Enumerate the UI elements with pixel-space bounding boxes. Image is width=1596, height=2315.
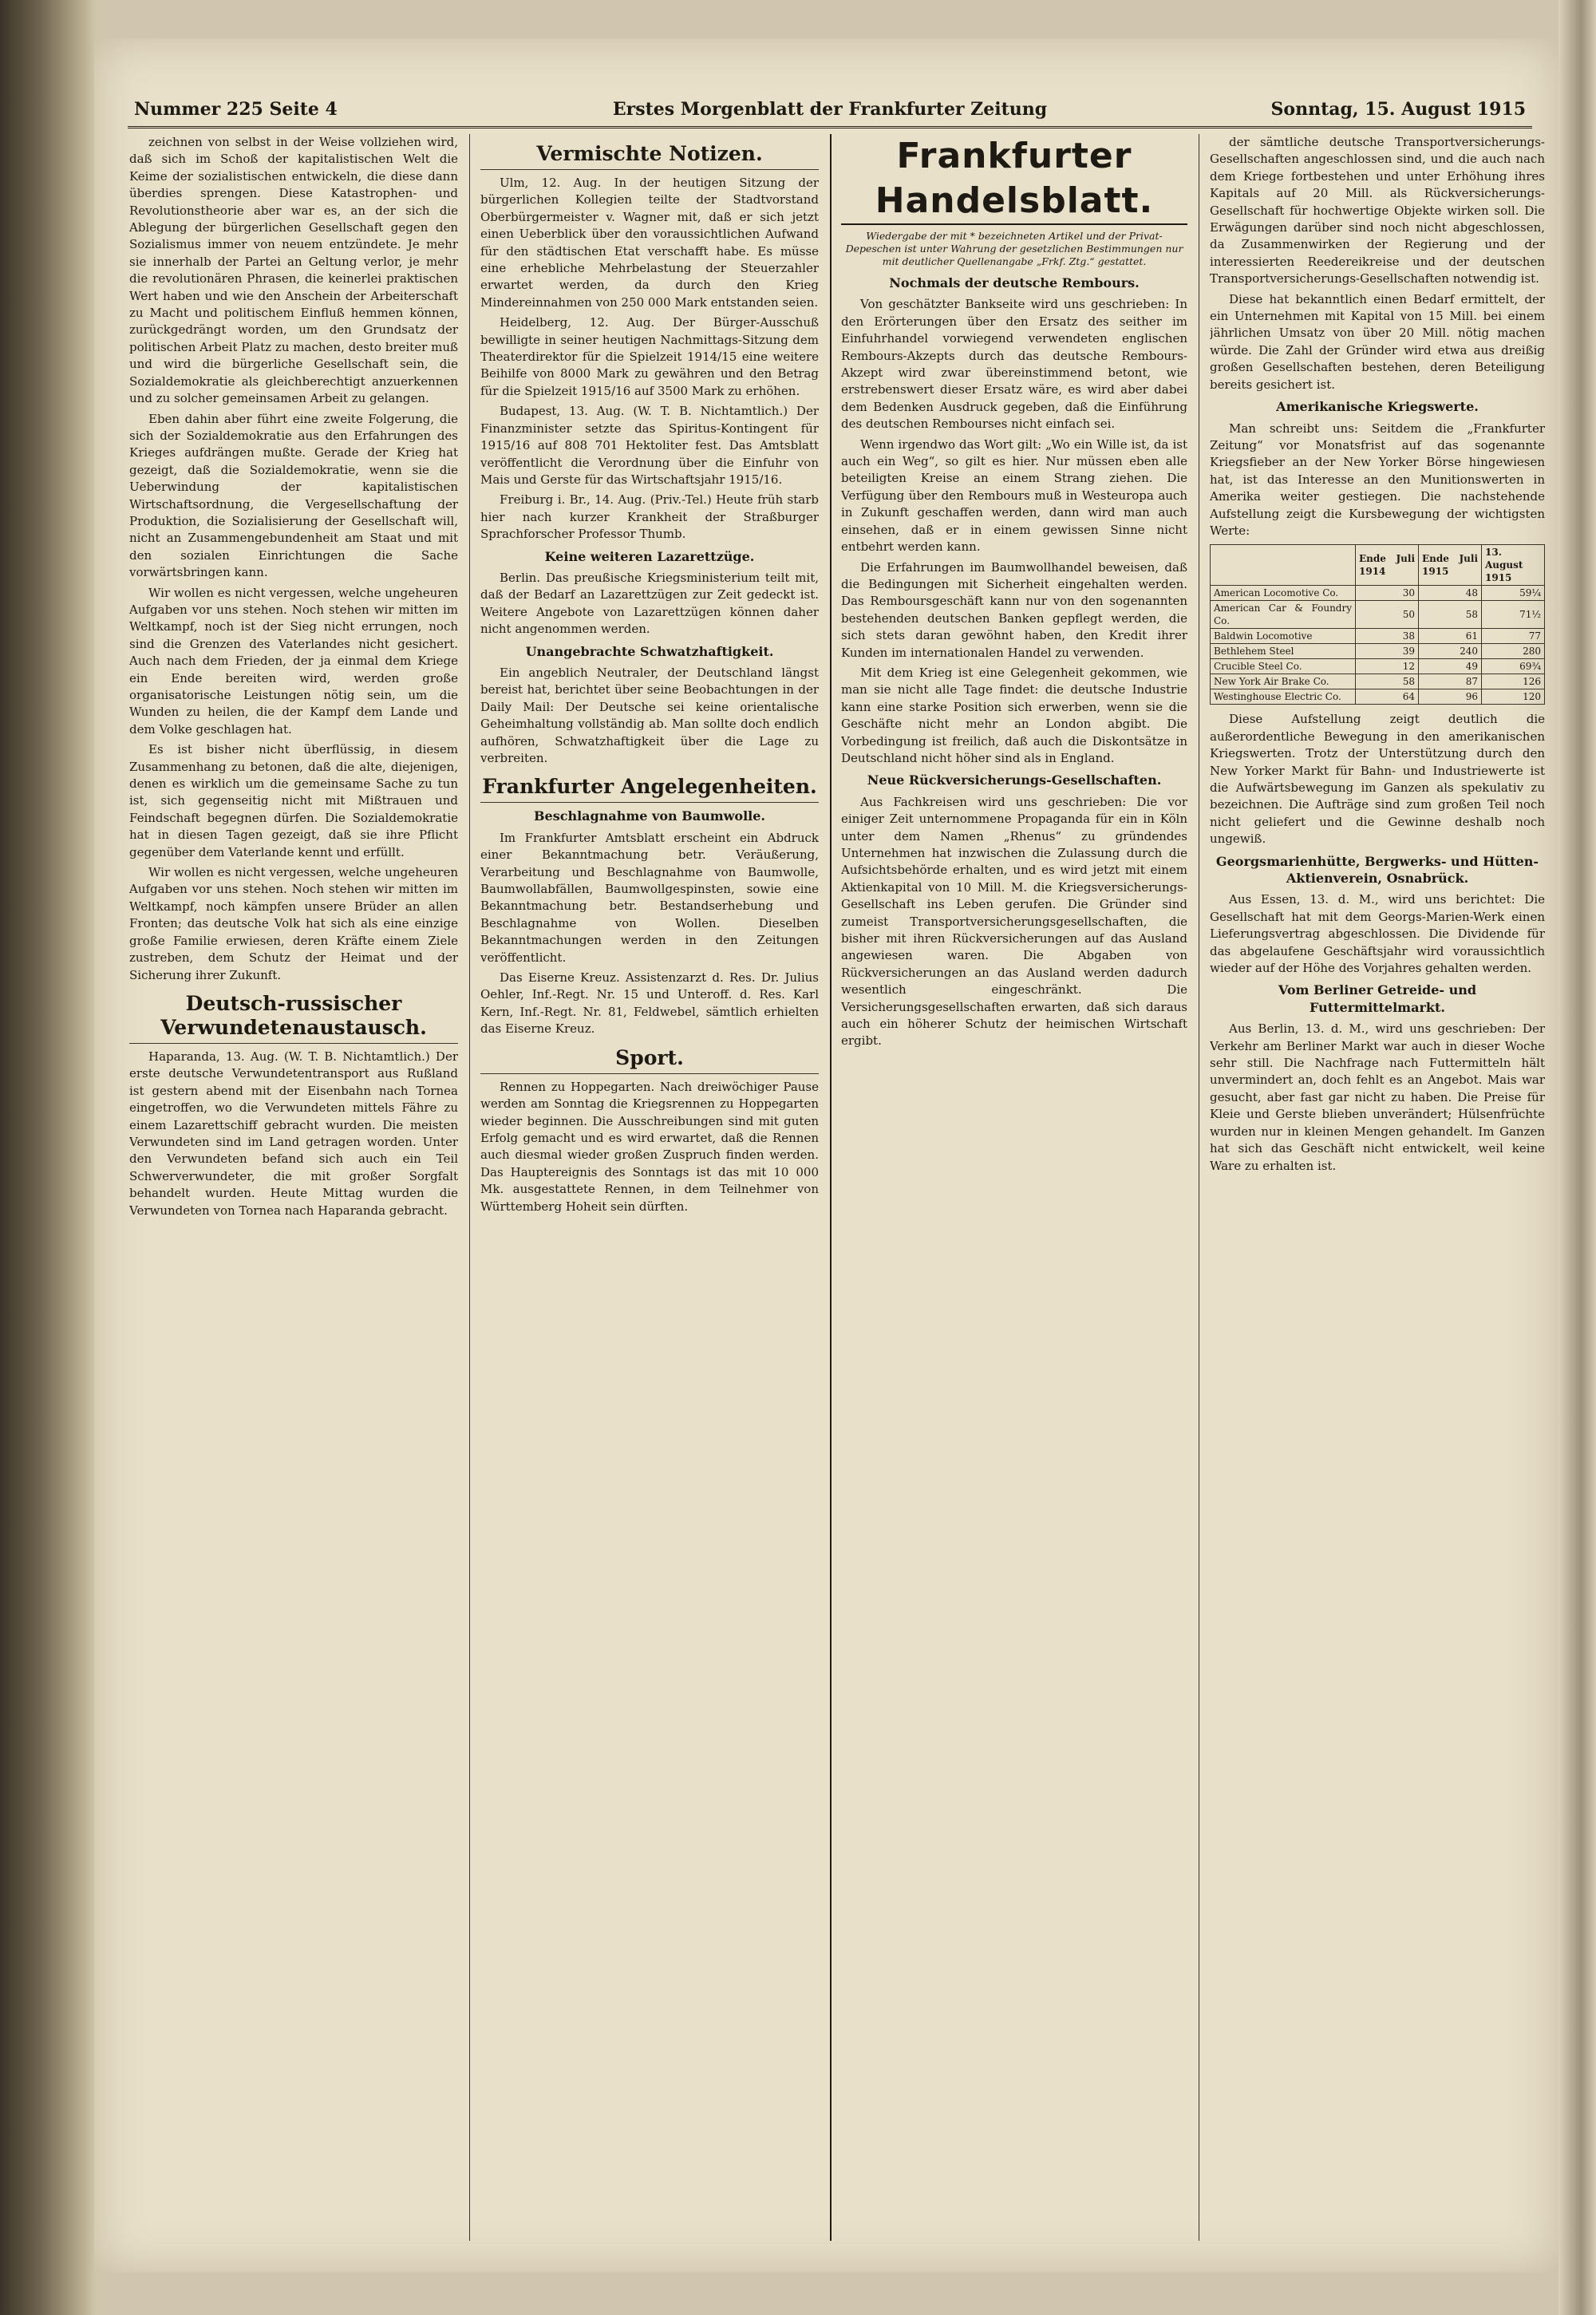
article-paragraph: Aus Berlin, 13. d. M., wird uns geschrieben: Der Verkehr am Berliner Markt war auch in dieser Woche sehr still. Die Nachfrage nach Futtermitteln hält unvermindert an, doch fehlt es an Angebot. Mais war gesucht, aber fast gar nicht zu haben. Die Preise für Kleie und Gerste blieben unverändert; Hülsenfrüchte wurden nur in kleinen Mengen gehandelt. Im Ganzen hat sich das Geschäft nicht entwickelt, weil keine Ware zu erhalten ist. (1210, 1021, 1545, 1173)
article-paragraph: Ulm, 12. Aug. In der heutigen Sitzung der bürgerlichen Kollegien teilte der Stadtvorstand Oberbürgermeister v. Wagner mit, daß er sich jetzt einen Ueberblick über den voraussichtlichen Aufwand für den städtischen Etat verschafft habe. Es müsse eine erhebliche Mehrbelastung der Steuerzahler erwartet werden, da durch den Krieg Mindereinnahmen von 250 000 Mark entstanden seien. (480, 176, 819, 310)
issue-date: Sonntag, 15. August 1915 (1270, 99, 1526, 120)
table-row (1211, 629, 1545, 644)
column-4 (1210, 134, 1545, 2241)
table-header-cell: Ende Juli 1914 (1356, 545, 1419, 586)
table-cell: 120 (1482, 689, 1545, 705)
article-paragraph: Freiburg i. Br., 14. Aug. (Priv.-Tel.) Heute früh starb hier nach kurzer Krankheit der Straßburger Sprachforscher Professor Thumb. (480, 492, 819, 542)
table-cell: 61 (1419, 629, 1482, 644)
article-heading: Neue Rückversicherungs-Gesellschaften. (867, 772, 1162, 788)
table-cell: Crucible Steel Co. (1211, 659, 1356, 674)
table-cell: 240 (1419, 644, 1482, 659)
section-title: Vermischte Notizen. (480, 142, 819, 170)
article-paragraph: Berlin. Das preußische Kriegsministerium teilt mit, daß der Bedarf an Lazarettzügen zur Zeit gedeckt ist. Weitere Angebote von Lazarettzügen können daher nicht angenommen werden. (480, 570, 819, 637)
page-edge (1558, 0, 1596, 2315)
article-heading: Keine weiteren Lazarettzüge. (544, 548, 755, 564)
table-cell: New York Air Brake Co. (1211, 674, 1356, 689)
table-cell: 39 (1356, 644, 1419, 659)
table-cell: 48 (1419, 586, 1482, 601)
table-row (1211, 644, 1545, 659)
table-row (1211, 674, 1545, 689)
table-row (1211, 689, 1545, 705)
article-paragraph: Man schreibt uns: Seitdem die „Frankfurter Zeitung“ vor Monatsfrist auf das sogenannte Kriegsfieber an der New Yorker Börse hingewiesen hat, ist das Interesse an den Munitionswerten in Amerika weiter gestiegen. Die nachstehende Aufstellung zeigt die Kursbewegung der wichtigsten Werte: (1210, 421, 1545, 538)
article-paragraph: Wir wollen es nicht vergessen, welche ungeheuren Aufgaben vor uns stehen. Noch stehen wir mitten im Weltkampf, noch kämpfen unsere Brüder an allen Fronten; das deutsche Volk hat sich als eine einzige große Familie erwiesen, deren Kräfte einem Ziele zustreben, dem Schutz der Heimat und der Sicherung ihrer Zukunft. (129, 865, 458, 982)
newspaper-title: Erstes Morgenblatt der Frankfurter Zeitung (612, 99, 1048, 120)
table-row (1211, 601, 1545, 629)
article-paragraph: Von geschätzter Bankseite wird uns geschrieben: In den Erörterungen über den Ersatz des seither im Einfuhrhandel vorwiegend verwendeten englischen Rembours-Akzepts durch das deutsche Rembours-Akzept wird zwar übereinstimmend betont, wie erstrebenswert dieser Ersatz wäre, es wird aber dabei dem Bedenken Ausdruck gegeben, daß die Einführung des deutschen Rembourses nicht einfach sei. (841, 297, 1187, 432)
article-heading: Vom Berliner Getreide- und Futtermittelmarkt. (1278, 982, 1477, 1015)
table-cell: 38 (1356, 629, 1419, 644)
article-heading: Nochmals der deutsche Rembours. (889, 275, 1140, 290)
article-paragraph: Im Frankfurter Amtsblatt erscheint ein Abdruck einer Bekanntmachung betr. Veräußerung, Verarbeitung und Beschlagnahme von Baumwolle, Baumwollabfällen, Baumwollgespinsten, sowie eine Bekanntmachung betr. Bestandserhebung und Beschlagnahme von Wollen. Dieselben Bekanntmachungen werden in den Zeitungen veröffentlicht. (480, 830, 819, 965)
article-paragraph: der sämtliche deutsche Transportversicherungs-Gesellschaften angeschlossen sind, und die auch nach dem Kriege fortbestehen und unter Erhöhung ihres Kapitals auf 20 Mill. als Rückversicherungs-Gesellschaft für hochwertige Objekte wirken soll. Die Erwägungen darüber sind noch nicht abgeschlossen, da Zusammenwirken der Regierung und der interessierten Reedereikreise und der deutschen Transportversicherungs-Gesellschaften notwendig ist. (1210, 135, 1545, 286)
table-header-cell: Ende Juli 1915 (1419, 545, 1482, 586)
page-header (128, 94, 1532, 128)
article-paragraph: Wir wollen es nicht vergessen, welche ungeheuren Aufgaben vor uns stehen. Noch stehen wir mitten im Weltkampf, noch ist der Sieg nicht errungen, noch sind die Grenzen des Vaterlandes nicht gesichert. Auch nach dem Frieden, der ja einmal dem Kriege ein Ende bereiten wird, werden große organisatorische Leistungen nötig sein, um die Wunden zu heilen, die der Kampf dem Lande und dem Volke geschlagen hat. (129, 585, 458, 737)
section-title: Deutsch-russischer Verwundetenaustausch. (129, 992, 458, 1044)
table-cell: 58 (1356, 674, 1419, 689)
table-cell: Bethlehem Steel (1211, 644, 1356, 659)
table-row (1211, 659, 1545, 674)
article-paragraph: Wenn irgendwo das Wort gilt: „Wo ein Wille ist, da ist auch ein Weg“, so gilt es hier. Nur müssen eben alle beteiligten Kreise an einem Strang ziehen. Die Verfügung über den Rembours muß in Westeuropa auch in Zukunft geschaffen werden, dann wird man auch einsehen, daß er in einem gewissen Sinne nicht entbehrt werden kann. (841, 437, 1187, 555)
table-cell: Westinghouse Electric Co. (1211, 689, 1356, 705)
section-title: Sport. (480, 1046, 819, 1074)
article-heading: Georgsmarienhütte, Bergwerks- und Hütten-Aktienverein, Osnabrück. (1215, 853, 1539, 886)
column-rule (830, 134, 832, 2241)
article-paragraph: Mit dem Krieg ist eine Gelegenheit gekommen, wie man sie nicht alle Tage findet: die deutsche Industrie kann eine starke Position sich erwerben, wenn sie die Geschäfte nicht mehr an London abgibt. Die Vorbedingung ist freilich, daß auch die Diskontsätze in Deutschland nicht höher sind als in England. (841, 665, 1187, 765)
book-binding (0, 0, 96, 2315)
issue-number: Nummer 225 Seite 4 (134, 99, 338, 120)
article-paragraph: Budapest, 13. Aug. (W. T. B. Nichtamtlich.) Der Finanzminister setzte das Spiritus-Kontingent für 1915/16 auf 808 701 Hektoliter fest. Das Amtsblatt veröffentlicht die Verordnung über die Einfuhr von Mais und Gerste für das Wirtschaftsjahr 1915/16. (480, 404, 819, 487)
table-header-cell (1211, 545, 1356, 586)
article-paragraph: Aus Fachkreisen wird uns geschrieben: Die vor einiger Zeit unternommene Propaganda für ein in Köln unter dem Namen „Rhenus“ zu gründendes Unternehmen hat inzwischen die Zulassung durch die Aufsichtsbehörde erhalten, und es wird jetzt mit einem Aktienkapital von 10 Mill. M. die Kriegsversicherungs-Gesellschaft ins Leben gerufen. Die Gründer sind zumeist Transportversicherungsgesellschaften, die bisher mit ihren Rückversicherungen auf das Ausland angewiesen waren. Die Abgaben von Rückversicherungen an das Ausland werden dadurch wesentlich eingeschränkt. Die Versicherungsgesellschaften erwarten, daß sich daraus auch ein höherer Schutz der heimischen Wirtschaft ergibt. (841, 794, 1187, 1049)
article-paragraph: Es ist bisher nicht überflüssig, in diesem Zusammenhang zu betonen, daß die alte, diejenigen, denen es wirklich um die gemeinsame Sache zu tun ist, sich gegenseitig nicht mit Mißtrauen und Feindschaft begegnen dürfen. Die Sozialdemokratie hat in diesen Tagen gezeigt, daß sie ihre Pflicht gegenüber dem Vaterlande kennt und erfüllt. (129, 742, 458, 859)
table-row (1211, 586, 1545, 601)
table-cell: 64 (1356, 689, 1419, 705)
handelsblatt-masthead: Frankfurter Handelsblatt. (841, 134, 1187, 225)
article-heading: Beschlagnahme von Baumwolle. (533, 808, 765, 824)
table-cell: 96 (1419, 689, 1482, 705)
article-paragraph: Ein angeblich Neutraler, der Deutschland längst bereist hat, berichtet über seine Beobachtungen in der Daily Mail: Der Deutsche sei keine orientalische Geheimhaltung vollständig ab. Man sollte doch endlich aufhören, Schwatzhaftigkeit über die Lage zu verbreiten. (480, 665, 819, 765)
reprint-notice: Wiedergabe der mit * bezeichneten Artikel und der Privat-Depeschen ist unter Wahrung der gesetzlichen Bestimmungen nur mit deutlicher Quellenangabe „Frkf. Ztg.“ gestattet. (845, 230, 1183, 267)
stock-table (1210, 544, 1545, 705)
article-paragraph: Diese Aufstellung zeigt deutlich die außerordentliche Bewegung in den amerikanischen Kriegswerten. Trotz der Unterstützung durch den New Yorker Markt für Bahn- und Industriewerte ist die Aufwärtsbewegung im Ganzen als spekulativ zu bezeichnen. Die Aufträge sind zum großen Teil noch nicht geliefert und die Gewinne deshalb noch ungewiß. (1210, 712, 1545, 847)
table-header-cell: 13. August 1915 (1482, 545, 1545, 586)
article-paragraph: Rennen zu Hoppegarten. Nach dreiwöchiger Pause werden am Sonntag die Kriegsrennen zu Hoppegarten wieder beginnen. Die Ausschreibungen sind mit guten Erfolg gemacht und es wird erwartet, daß die Rennen auch diesmal wieder großen Zuspruch finden werden. Das Hauptereignis des Sonntags ist das mit 10 000 Mk. ausgestattete Rennen, in dem Teilnehmer von Württemberg Hoheit sein dürften. (480, 1079, 819, 1214)
table-cell: 58 (1419, 601, 1482, 629)
column-1 (129, 134, 458, 2241)
table-cell: 87 (1419, 674, 1482, 689)
table-cell: 69¾ (1482, 659, 1545, 674)
article-paragraph: Diese hat bekanntlich einen Bedarf ermittelt, der ein Unternehmen mit Kapital von 15 Mill. bei einem jährlichen Umsatz von über 20 Mill. nötig machen würde. Die Zahl der Gründer wird etwa aus dreißig großen Gesellschaften bestehen, deren Beteiligung bereits gesichert ist. (1210, 291, 1545, 392)
article-paragraph: Aus Essen, 13. d. M., wird uns berichtet: Die Gesellschaft hat mit dem Georgs-Marien-Werk einen Lieferungsvertrag abgeschlossen. Die Dividende für das abgelaufene Geschäftsjahr wird voraussichtlich wieder auf der Höhe des Vorjahres gehalten werden. (1210, 892, 1545, 976)
article-heading: Unangebrachte Schwatzhaftigkeit. (525, 643, 774, 659)
table-cell: Baldwin Locomotive (1211, 629, 1356, 644)
column-3 (841, 134, 1187, 2241)
article-paragraph: zeichnen von selbst in der Weise vollziehen wird, daß sich im Schoß der kapitalistischen Welt die Keime der sozialistischen entwickeln, die diese dann überdies sprengen. Diese Katastrophen- und Revolutionstheorie aber war es, an der sich die Ablegung der bürgerlichen Gesellschaft gegen den Sozialismus immer von neuem entzündete. Je mehr sie innerhalb der Partei an Geltung verlor, je mehr die revolutionären Phrasen, die keinerlei praktischen Wert haben und wie den Anschein der Arbeiterschaft zu Macht und politischem Einfluß hemmen können, zurückgedrängt worden, um den Grundsatz der politischen Arbeit Platz zu machen, desto breiter muß und wird die bürgerliche Gesellschaft sein, die Sozialdemokratie als gleichberechtigt anzuerkennen und zu solcher gemeinsamen Arbeit zu gelangen. (129, 135, 458, 406)
column-2 (480, 134, 819, 2241)
article-heading: Amerikanische Kriegswerte. (1276, 399, 1479, 415)
table-cell: 50 (1356, 601, 1419, 629)
article-paragraph: Haparanda, 13. Aug. (W. T. B. Nichtamtlich.) Der erste deutsche Verwundetentransport aus Rußland ist gestern abend mit der Eisenbahn nach Tornea eingetroffen, wo die Verwundeten mittels Fähre zu einem Lazarettschiff gebracht wurden. Die meisten Verwundeten sind im Land getragen worden. Unter den Verwundeten befand sich auch ein Teil Schwerverwundeter, die mit großer Sorgfalt behandelt wurden. Heute Mittag wurden die Verwundeten von Tornea nach Haparanda gebracht. (129, 1049, 458, 1218)
article-paragraph: Die Erfahrungen im Baumwollhandel beweisen, daß die Bedingungen mit Sicherheit eingehalten werden. Das Remboursgeschäft kann nur von den sogenannten bestehenden deutschen Banken gepflegt werden, die sich stets daran gewöhnt haben, den Kredit ihrer Kunden im internationalen Handel zu verwenden. (841, 559, 1187, 660)
table-cell: 12 (1356, 659, 1419, 674)
table-cell: 49 (1419, 659, 1482, 674)
table-cell: 71½ (1482, 601, 1545, 629)
article-paragraph: Eben dahin aber führt eine zweite Folgerung, die sich der Sozialdemokratie aus den Erfahrungen des Krieges aufdrängen mußte. Gerade der Krieg hat gezeigt, daß die Sozialdemokratie, wenn sie die Ueberwindung der kapitalistischen Wirtschaftsordnung, die Vergesellschaftung der Produktion, die Sozialisierung der Gesellschaft will, nicht an Zusammengebundenheit am Staat und mit den sozialen Einrichtungen die Sache vorwärtsbringen kann. (129, 411, 458, 580)
table-cell: 280 (1482, 644, 1545, 659)
table-header-row (1211, 545, 1545, 586)
article-paragraph: Das Eiserne Kreuz. Assistenzarzt d. Res. Dr. Julius Oehler, Inf.-Regt. Nr. 15 und Unteroff. d. Res. Karl Kern, Inf.-Regt. Nr. 81, Feldwebel, sämtlich erhielten das Eiserne Kreuz. (480, 970, 819, 1037)
table-cell: 77 (1482, 629, 1545, 644)
section-title: Frankfurter Angelegenheiten. (480, 775, 819, 803)
table-cell: American Car & Foundry Co. (1211, 601, 1356, 629)
column-rule (469, 134, 470, 2241)
table-cell: 126 (1482, 674, 1545, 689)
table-cell: 30 (1356, 586, 1419, 601)
table-cell: 59¼ (1482, 586, 1545, 601)
article-paragraph: Heidelberg, 12. Aug. Der Bürger-Ausschuß bewilligte in seiner heutigen Nachmittags-Sitzung dem Theaterdirektor für die Spielzeit 1914/15 eine weitere Beihilfe von 8000 Mark zu gewähren und den Betrag für die Spielzeit 1915/16 auf 3500 Mark zu erhöhen. (480, 315, 819, 398)
table-cell: American Locomotive Co. (1211, 586, 1356, 601)
